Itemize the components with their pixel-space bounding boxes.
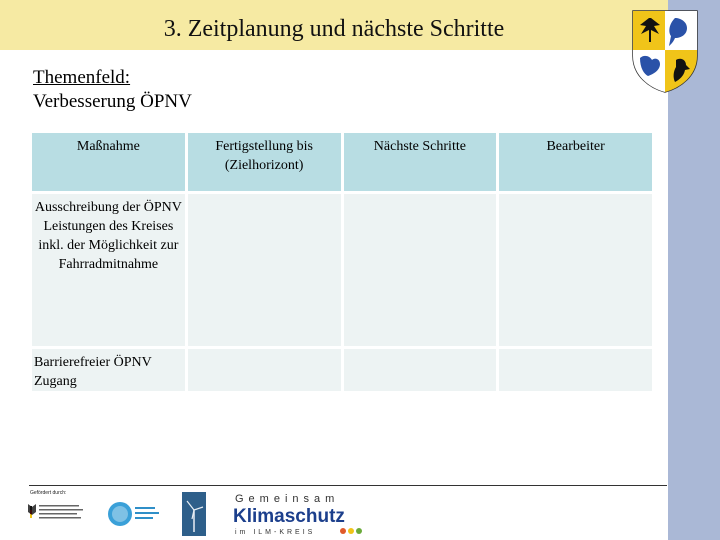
funder-label: Gefördert durch:: [30, 490, 67, 496]
topic-label: Themenfeld:: [33, 67, 131, 88]
footer-divider: [29, 485, 667, 486]
footer-logos: [25, 492, 385, 538]
federal-ministry-logo-icon: [28, 504, 83, 519]
deadline-cell: [188, 349, 341, 391]
svg-text:im ILM-KREIS: im ILM-KREIS: [235, 529, 316, 536]
topic-block: [33, 66, 192, 114]
coat-of-arms-icon: [630, 8, 700, 94]
svg-text:Klimaschutz: Klimaschutz: [233, 506, 345, 527]
table-header-row: [32, 133, 652, 191]
schedule-table: [29, 130, 655, 394]
column-header-editor: Bearbeiter: [499, 133, 652, 191]
column-header-measure: Maßnahme: [32, 133, 185, 191]
table-row: [32, 194, 652, 346]
wind-energy-image-icon: [182, 492, 206, 536]
editor-cell: [499, 194, 652, 346]
klimaschutz-initiative-logo-icon: [108, 502, 159, 526]
editor-cell: [499, 349, 652, 391]
measure-cell: Ausschreibung der ÖPNV Leistungen des Kreises inkl. der Möglichkeit zur Fahrradmitnahme: [32, 194, 185, 346]
measure-cell: Barrierefreier ÖPNV Zugang: [32, 349, 185, 391]
table-row: [32, 349, 652, 391]
deadline-cell: [188, 194, 341, 346]
svg-text:Gemeinsam: Gemeinsam: [235, 493, 340, 505]
topic-value: Verbesserung ÖPNV: [33, 91, 192, 112]
gemeinsam-klimaschutz-logo-icon: [233, 493, 362, 536]
column-header-next-steps: Nächste Schritte: [344, 133, 497, 191]
next-steps-cell: [344, 194, 497, 346]
column-header-deadline: Fertigstellung bis (Zielhorizont): [188, 133, 341, 191]
slide-title: 3. Zeitplanung und nächste Schritte: [163, 16, 505, 42]
next-steps-cell: [344, 349, 497, 391]
